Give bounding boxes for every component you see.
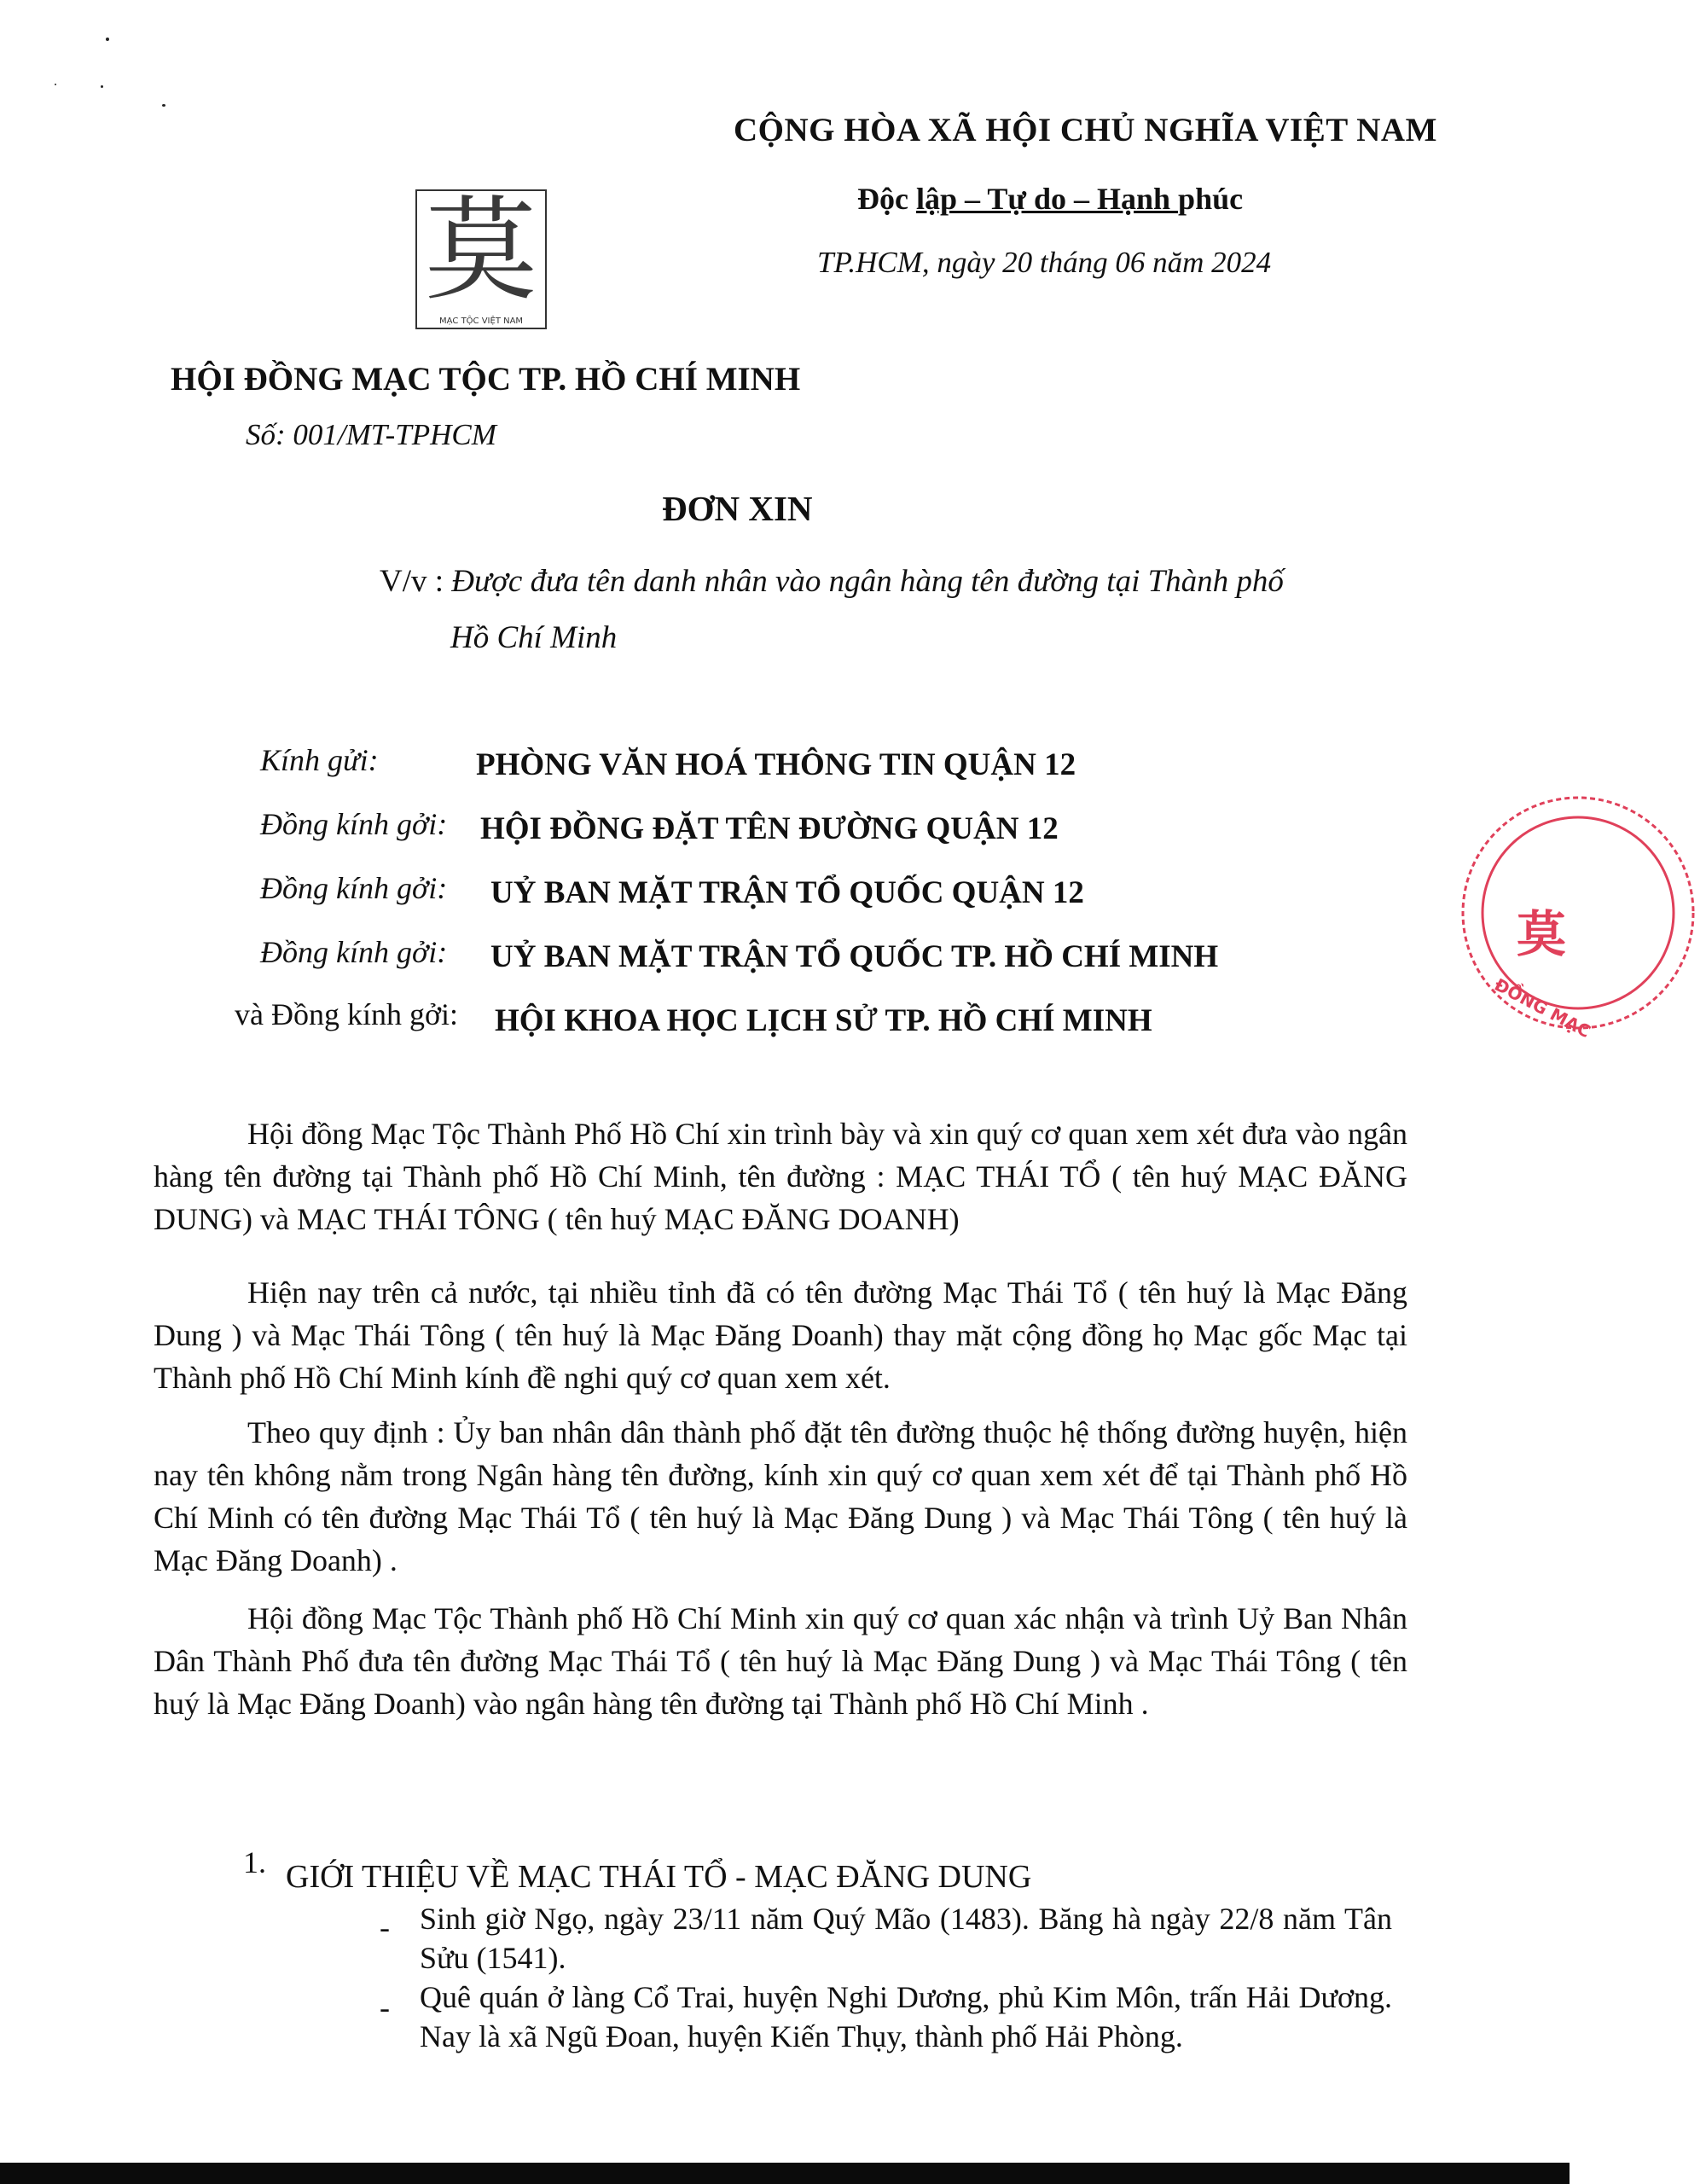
stamp-text: ĐỒNG MẠC (1491, 973, 1594, 1043)
bullet-marker: - (380, 1910, 390, 1944)
motto-prefix: Độc (857, 182, 916, 216)
recipient-label: Kính gửi: (260, 743, 379, 777)
subject-continuation: Hồ Chí Minh (450, 620, 618, 655)
recipient-value: HỘI KHOA HỌC LỊCH SỬ TP. HỒ CHÍ MINH (495, 1003, 1152, 1038)
scan-speck (55, 84, 56, 85)
bullet-item: Quê quán ở làng Cổ Trai, huyện Nghi Dương, phủ Kim Môn, trấn Hải Dương. Nay là xã Ngũ Đoan, huyện Kiến Thụy, thành phố Hải Phòng. (420, 1980, 1392, 2053)
body-paragraph-1: Hội đồng Mạc Tộc Thành Phố Hồ Chí xin trình bày và xin quý cơ quan xem xét đưa vào ngân hàng tên đường tại Thành phố Hồ Chí Minh, tên đường : MẠC THÁI TỔ ( tên huý MẠC ĐĂNG DUNG) và MẠC THÁI TÔNG ( tên huý MẠC ĐĂNG DOANH) (154, 1117, 1407, 1236)
scan-speck (106, 38, 109, 41)
body-paragraph-4: Hội đồng Mạc Tộc Thành phố Hồ Chí Minh xin quý cơ quan xác nhận và trình Uỷ Ban Nhân Dân Thành Phố đưa tên đường Mạc Thái Tổ ( tên huý là Mạc Đăng Dung ) và Mạc Thái Tông ( tên huý là Mạc Đăng Doanh) vào ngân hàng tên đường tại Thành phố Hồ Chí Minh . (154, 1601, 1407, 1721)
stamp-glyph: 莫 (1517, 905, 1567, 963)
logo-caption: MẠC TỘC VIỆT NAM (438, 317, 524, 326)
section-number: 1. (243, 1845, 266, 1879)
subject-line (380, 563, 1284, 600)
recipient-label: Đồng kính gởi: (260, 807, 448, 841)
recipient-label: Đồng kính gởi: (260, 935, 448, 969)
recipient-value: UỶ BAN MẶT TRẬN TỔ QUỐC TP. HỒ CHÍ MINH (490, 939, 1219, 974)
body-paragraph-2: Hiện nay trên cả nước, tại nhiều tỉnh đã có tên đường Mạc Thái Tổ ( tên huý là Mạc Đăng Dung ) và Mạc Thái Tông ( tên huý là Mạc Đăng Doanh) thay mặt cộng đồng họ Mạc gốc Mạc tại Thành phố Hồ Chí Minh kính đề nghi quý cơ quan xem xét. (154, 1275, 1407, 1395)
bullet-item: Sinh giờ Ngọ, ngày 23/11 năm Quý Mão (1483). Băng hà ngày 22/8 năm Tân Sửu (1541). (420, 1902, 1392, 1975)
subject-text: Được đưa tên danh nhân vào ngân hàng tên đường tại Thành phố (451, 564, 1284, 599)
scan-speck (101, 85, 103, 88)
motto-suffix: phúc (1178, 182, 1244, 216)
body-paragraph-3: Theo quy định : Ủy ban nhân dân thành phố đặt tên đường thuộc hệ thống đường huyện, hiện nay tên không nằm trong Ngân hàng tên đường, kính xin quý cơ quan xem xét để tại Thành phố Hồ Chí Minh có tên đường Mạc Thái Tổ ( tên huý là Mạc Đăng Dung ) và Mạc Thái Tông ( tên huý là Mạc Đăng Doanh) . (154, 1415, 1407, 1577)
nation-heading: CỘNG HÒA XÃ HỘI CHỦ NGHĨA VIỆT NAM (734, 112, 1437, 148)
place-date-line: TP.HCM, ngày 20 tháng 06 năm 2024 (817, 246, 1272, 279)
clan-logo (415, 185, 547, 329)
section-title: GIỚI THIỆU VỀ MẠC THÁI TỔ - MẠC ĐĂNG DUNG (286, 1859, 1032, 1895)
motto-underlined: lập – Tự do – Hạnh (915, 182, 1179, 216)
bullet-marker: - (380, 1990, 390, 2024)
national-motto (857, 181, 1243, 217)
recipient-value: PHÒNG VĂN HOÁ THÔNG TIN QUẬN 12 (476, 747, 1076, 782)
recipient-value: HỘI ĐỒNG ĐẶT TÊN ĐƯỜNG QUẬN 12 (480, 811, 1059, 846)
red-seal-stamp (1450, 785, 1706, 1041)
recipient-value: UỶ BAN MẶT TRẬN TỔ QUỐC QUẬN 12 (490, 875, 1084, 910)
recipient-label: và Đồng kính gởi: (235, 997, 459, 1031)
document-title: ĐƠN XIN (662, 489, 813, 528)
document-number: Số: 001/MT-TPHCM (246, 418, 496, 451)
organization-name: HỘI ĐỒNG MẠC TỘC TP. HỒ CHÍ MINH (171, 361, 801, 398)
scan-border (0, 2163, 1570, 2184)
logo-glyph: 莫 (425, 185, 537, 317)
scan-speck (162, 104, 165, 107)
subject-prefix: V/v : (380, 564, 452, 599)
recipient-label: Đồng kính gởi: (260, 871, 448, 905)
